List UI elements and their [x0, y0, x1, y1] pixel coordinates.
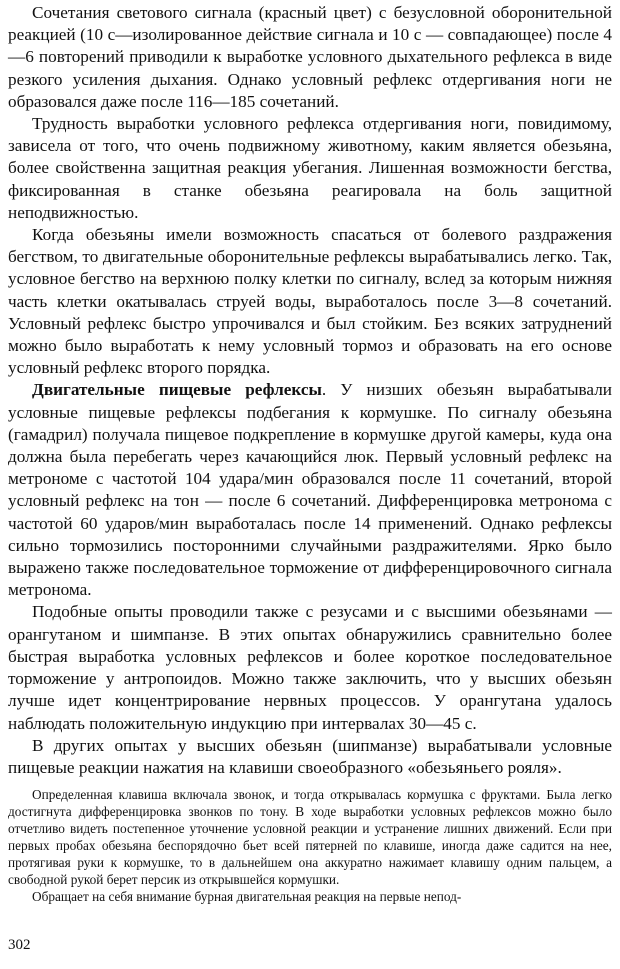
- small-paragraph-1: Определенная клавиша включала звонок, и тогда открывалась кормушка с фруктами. Была легко достигнута дифференцировка звонков по тону. В ходе выработки условных рефлексов можно было отчетливо видеть постепенное уточнение условной реакции и устранение лишних движений. Если при первых пробах обезьяна беспорядочно бьет всей пятерней по клавише, иногда даже садится на нее, протягивая руки к кормушке, то в дальнейшем она аккуратно нажимает клавишу одним пальцем, а свободной рукой берет персик из открывшейся кормушки.: [8, 787, 612, 887]
- page-number: 302: [8, 937, 31, 953]
- paragraph-1: Сочетания светового сигнала (красный цвет) с безусловной оборонительной реакцией (10 с—изолированное действие сигнала и 10 с — совпадающее) после 4—6 повторений приводили к выработке условного дыхательного рефлекса в виде резкого усиления дыхания. Однако условный рефлекс отдергивания ноги не образовался даже после 116—185 сочетаний.: [8, 3, 612, 111]
- small-paragraph-2: Обращает на себя внимание бурная двигательная реакция на первые непод-: [32, 888, 462, 904]
- paragraph-2: Трудность выработки условного рефлекса отдергивания ноги, повидимому, зависела от того, что очень подвижному животному, каким является обезьяна, более свойственна защитная реакция убегания. Лишенная возможности бегства, фиксированная в станке обезьяна реагировала на боль защитной неподвижностью.: [8, 114, 612, 222]
- paragraph-4-text: . У низших обезьян вырабатывали условные пищевые рефлексы подбегания к кормушке. По сигналу обезьяна (гамадрил) получала пищевое подкрепление в кормушке другой камеры, куда она должна была перебегать через качающийся люк. Первый условный рефлекс на метрономе с частотой 104 удара/мин образовался после 11 сочетаний, второй условный рефлекс на тон — после 6 сочетаний. Дифференцировка метронома с частотой 60 ударов/мин выработалась после 14 применений. Однако рефлексы сильно тормозились посторонними случайными раздражителями. Ярко было выражено также последовательное торможение от дифференцировочного сигнала метронома.: [8, 380, 612, 600]
- paragraph-4: [8, 379, 612, 601]
- paragraph-6: В других опытах у высших обезьян (шипманзе) вырабатывали условные пищевые реакции нажатия на клавиши своеобразного «обезьяньего рояля».: [8, 735, 612, 777]
- small-print-block: [8, 787, 612, 905]
- section-heading: Двигательные пищевые рефлексы: [32, 380, 322, 400]
- paragraph-5: Подобные опыты проводили также с резусами и с высшими обезьянами — орангутаном и шимпанзе. В этих опытах обнаружились сравнительно более быстрая выработка условных рефлексов и более короткое последовательное торможение у антропоидов. Можно также заключить, что у высших обезьян лучше идет концентрирование нервных процессов. У орангутана удалось наблюдать положительную индукцию при интервалах 30—45 с.: [8, 602, 612, 733]
- paragraph-3: Когда обезьяны имели возможность спасаться от болевого раздражения бегством, то двигательные оборонительные рефлексы вырабатывались легко. Так, условное бегство на верхнюю полку клетки по сигналу, вслед за которым нижняя часть клетки окатывалась струей воды, выработалось после 3—8 сочетаний. Условный рефлекс быстро упрочивался и был стойким. Без всяких затруднений можно было выработать к нему условный тормоз и образовать на его основе условный рефлекс второго порядка.: [8, 225, 612, 378]
